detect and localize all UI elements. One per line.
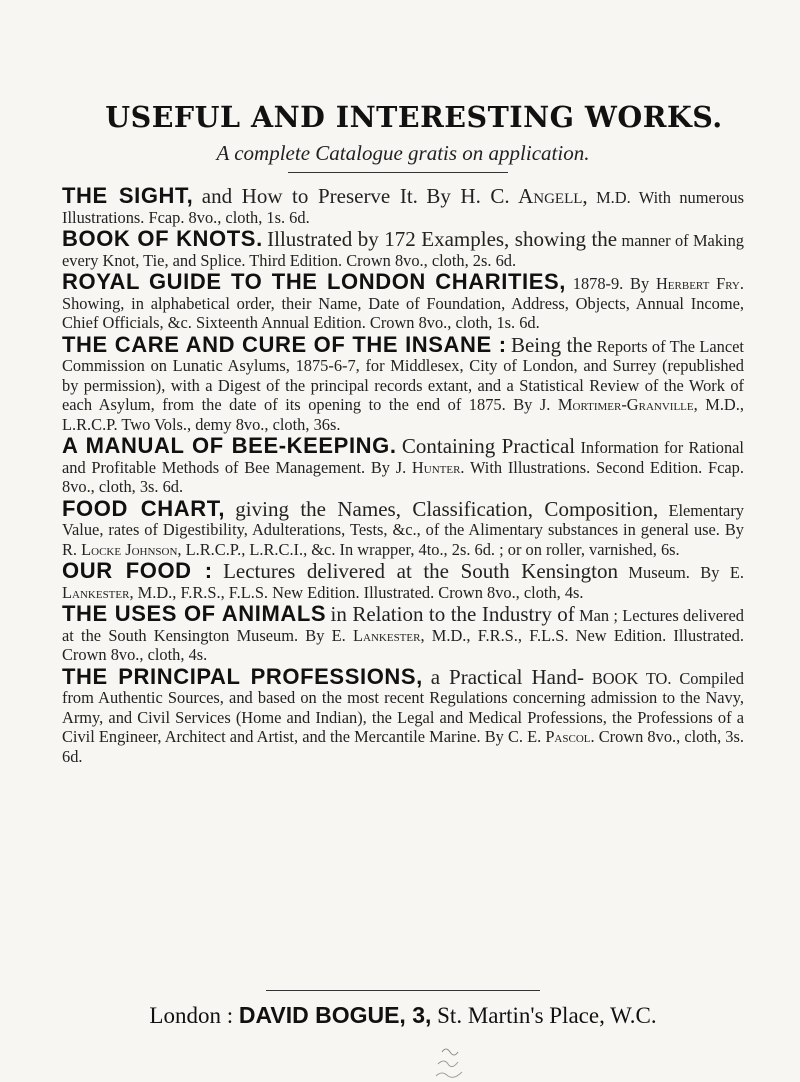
page-heading: USEFUL AND INTERESTING WORKS. [105, 100, 723, 134]
book-author: Mortimer-Granville, [557, 395, 698, 414]
book-title: THE SIGHT, [62, 183, 194, 208]
imprint-city: London : [149, 1003, 234, 1028]
book-author: Angell, [518, 184, 588, 208]
book-entry [62, 433, 744, 497]
book-title: BOOK OF KNOTS. [62, 226, 263, 251]
book-title: OUR FOOD : [62, 558, 213, 583]
book-entry [62, 495, 744, 560]
book-author: Lankester, [353, 625, 425, 645]
top-rule [288, 172, 508, 173]
book-title: ROYAL GUIDE TO THE LONDON CHARITIES, [62, 269, 566, 294]
book-lead: Containing Practical [401, 434, 576, 458]
book-list [62, 183, 744, 768]
book-body: manner of Making every Knot, Tie, and Splice. Third Edition. Crown 8vo., cloth, 2s. 6d. [62, 231, 744, 270]
book-body: BOOK TO. Compiled from Authentic Sources, and based on the most recent Regulations concerning admission to the Navy, Army, and Civil Services (Home and Indian), the Legal and Medical Professions, the Professions of a Civil Engineer, Architect and Artist, and the Mercantile Marine. By C. E. [62, 668, 744, 746]
book-entry [62, 226, 744, 270]
imprint-publisher: DAVID BOGUE, 3, [238, 1002, 432, 1028]
book-title: THE PRINCIPAL PROFESSIONS, [62, 663, 423, 689]
book-title: THE USES OF ANIMALS [62, 601, 327, 626]
book-author: Pascol. [545, 727, 595, 746]
book-body-rest: With Illustrations. Second Edition. Fcap. 8vo., cloth, 3s. 6d. [62, 457, 744, 496]
book-lead: Being the [510, 332, 593, 357]
book-body: Elementary Value, rates of Digestibility, Adulterations, Tests, &c., of the Alimentary substances in general use. By R. [62, 500, 744, 559]
book-author: Herbert Fry. [655, 274, 744, 293]
book-lead: in Relation to the Industry of [330, 602, 575, 626]
book-lead: Lectures delivered at the South Kensington [223, 559, 618, 583]
book-title: A MANUAL OF BEE-KEEPING. [62, 433, 397, 458]
book-title: FOOD CHART, [62, 495, 226, 521]
bottom-rule [266, 990, 540, 991]
book-body: Reports of The Lancet Commission on Lunatic Asylums, 1875-6-7, for Middlesex, City of London, and Surrey (republished by permission), with a Digest of the principal records extant, and a Statistical Review of the Work of each Asylum, from the date of its opening to the end of 1875. By J. [62, 336, 744, 414]
book-body: Man ; Lectures delivered at the South Kensington Museum. By E. [62, 606, 744, 645]
book-entry [62, 331, 744, 435]
book-entry [62, 601, 744, 665]
book-body-rest: L.R.C.P., L.R.C.I., &c. In wrapper, 4to., 2s. 6d. ; or on roller, varnished, 6s. [185, 539, 680, 559]
book-body-rest: M.D., F.R.S., F.L.S. New Edition. Illustrated. Crown 8vo., cloth, 4s. [137, 582, 584, 602]
book-author: Locke Johnson, [81, 539, 182, 559]
book-body: Museum. By E. [628, 563, 744, 582]
pencil-mark-icon [428, 1046, 488, 1082]
book-lead: giving the Names, Classification, Composition, [235, 496, 659, 521]
book-entry [62, 663, 744, 767]
book-body-rest: M.D., F.R.S., F.L.S. New Edition. Illustrated. Crown 8vo., cloth, 4s. [62, 625, 744, 664]
book-lead: Illustrated by 172 Examples, showing the [267, 227, 618, 251]
book-lead: and How to Preserve It. [201, 184, 418, 208]
book-author: Lankester, [62, 582, 134, 602]
imprint-address: St. Martin's Place, W.C. [437, 1003, 657, 1028]
book-lead: a Practical Hand- [430, 664, 584, 689]
book-body-rest: Showing, in alphabetical order, their Name, Date of Foundation, Address, Objects, Annual Income, Chief Officials, &c. Sixteenth Annual Edition. Crown 8vo., cloth, 1s. 6d. [62, 293, 744, 332]
book-author: Hunter. [411, 457, 465, 477]
book-entry [62, 269, 744, 333]
publisher-imprint [62, 1002, 744, 1029]
book-entry [62, 558, 744, 602]
book-body: Information for Rational and Profitable Methods of Bee Management. By J. [62, 438, 744, 477]
book-entry [62, 183, 744, 227]
book-body-rest: M.D., L.R.C.P. Two Vols., demy 8vo., cloth, 36s. [62, 395, 744, 434]
book-body-rest: Crown 8vo., cloth, 3s. 6d. [62, 727, 744, 766]
book-body-rest: M.D. With numerous Illustrations. Fcap. 8vo., cloth, 1s. 6d. [62, 188, 744, 227]
book-body: By H. C. [426, 184, 510, 208]
book-body: 1878-9. By [572, 274, 650, 293]
page-subheading: A complete Catalogue gratis on application. [216, 141, 590, 165]
book-title: THE CARE AND CURE OF THE INSANE : [62, 331, 507, 357]
